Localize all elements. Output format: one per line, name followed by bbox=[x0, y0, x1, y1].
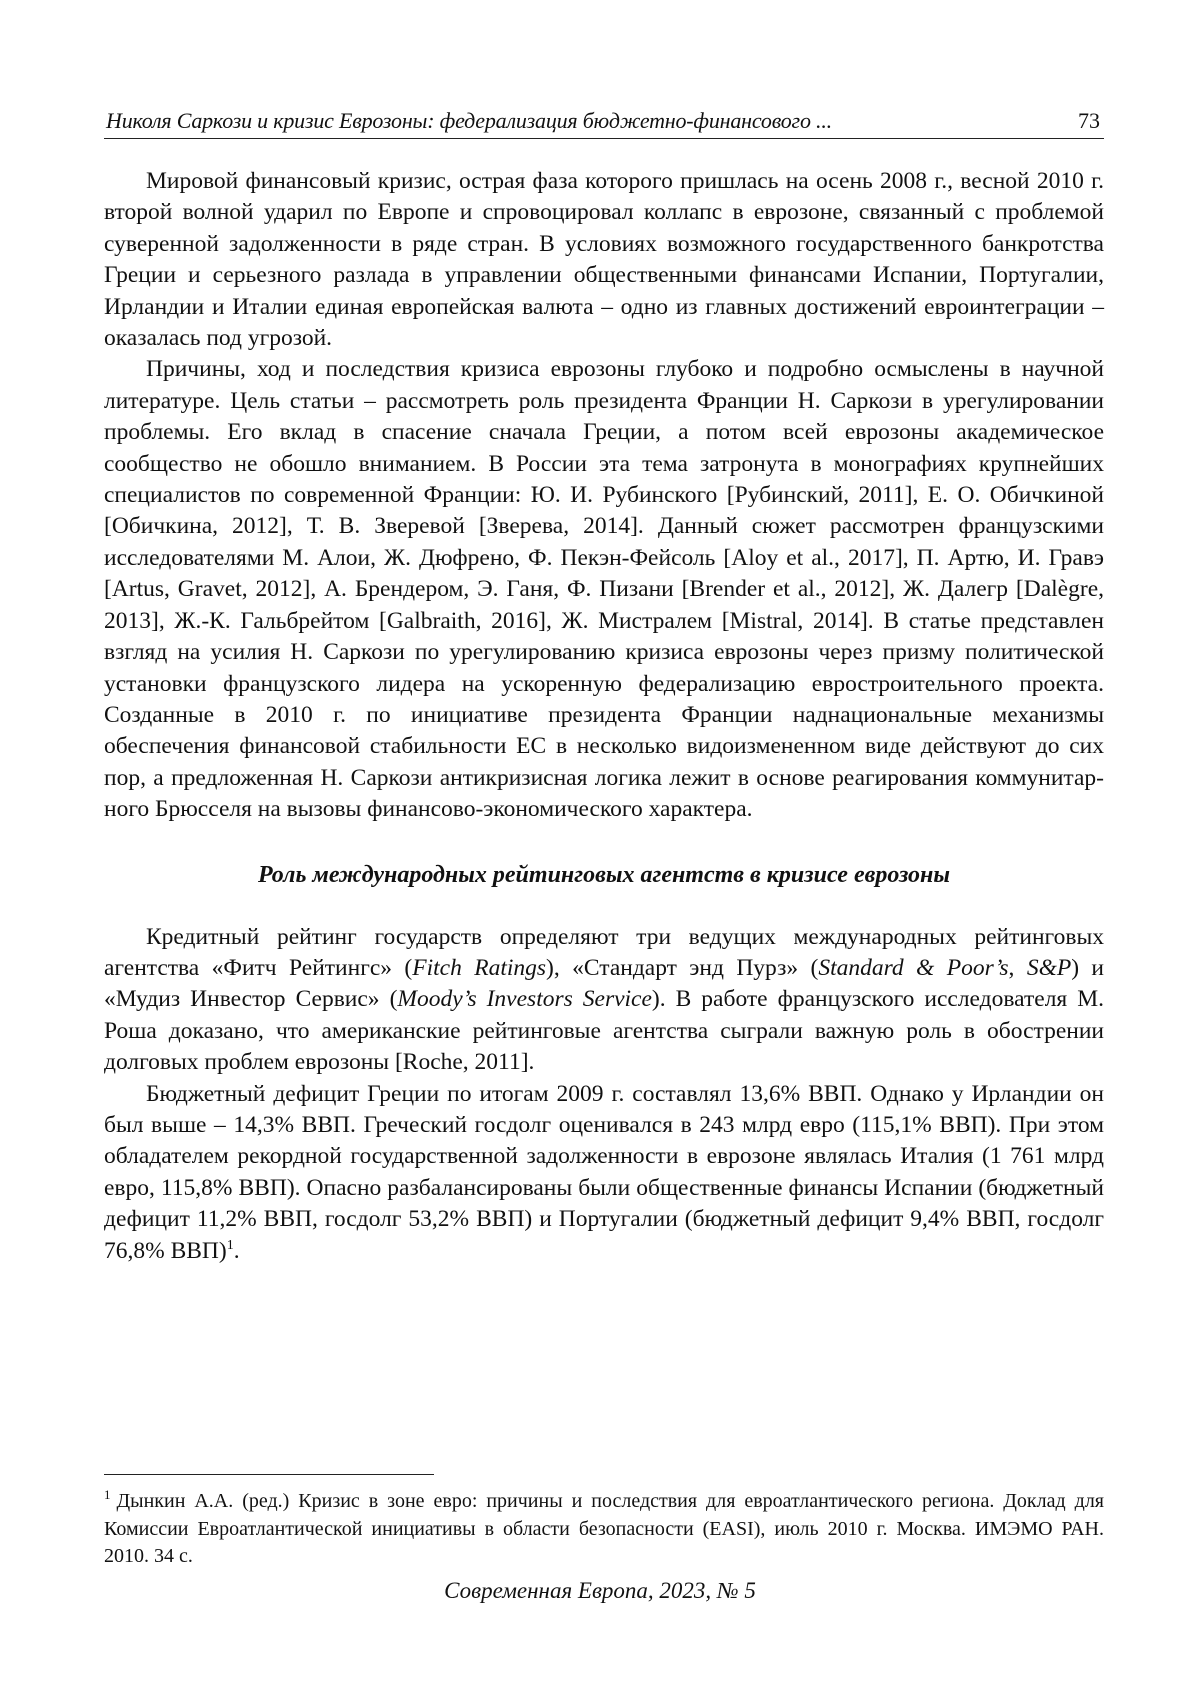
footnote-reference[interactable]: 1 bbox=[226, 1237, 234, 1253]
paragraph-literature: Причины, ход и последствия кризиса еврозоны глубоко и подробно осмыслены в научной литературе. Цель статьи – рассмотреть роль президента Франции Н. Саркози в урегулировании проблемы. Его вклад в спасение сначала Греции, а потом всей еврозоны академическое сообщество не обошло вниманием. В России эта тема затронута в монографиях крупнейших специалистов по современной Франции: Ю. И. Рубинского [Рубинский, 2011], Е. О. Обичкиной [Обичкина, 2012], Т. В. Зверевой [Зверева, 2014]. Данный сюжет рассмотрен французскими исследователями М. Алои, Ж. Дюфрено, Ф. Пекэн-Фейсоль [Aloy et al., 2017], П. Артю, И. Гравэ [Artus, Gravet, 2012], А. Брендером, Э. Ганя, Ф. Пизани [Brender et al., 2012], Ж. Далегр [Dalègre, 2013], Ж.-К. Гальбрейтом [Galbraith, 2016], Ж. Мистралем [Mistral, 2014]. В статье представлен взгляд на усилия Н. Саркози по урегулированию кризиса еврозоны через призму политической установки французского лидера на ускоренную федерализацию евростроительного проекта. Созданные в 2010 г. по инициативе президента Франции наднациональные механизмы обеспечения финансовой стабильности ЕС в несколько видоизмененном виде действуют до сих пор, а предложенная Н. Саркози антикризисная логика лежит в основе реагирования коммунитарного Брюсселя на вызовы финансово-экономического характера. bbox=[104, 356, 1104, 823]
paragraph-deficit bbox=[104, 1079, 1104, 1267]
paragraph-intro: Мировой финансовый кризис, острая фаза которого пришлась на осень 2008 г., весной 2010 г. второй волной ударил по Европе и спровоцировал коллапс в еврозоне, связанный с проблемой суверенной задолженности в ряде стран. В условиях возможного государственного банкротства Греции и серьезного разлада в управлении общественными финансами Испании, Португалии, Ирландии и Италии единая европейская валюта – одно из главных достижений евроинтеграции – оказалась под угрозой. bbox=[104, 168, 1104, 352]
paragraph-rating-agencies bbox=[104, 922, 1104, 1079]
article-body bbox=[104, 166, 1104, 1267]
footnote-mark: 1 bbox=[104, 1487, 111, 1503]
text-run: . bbox=[233, 1237, 240, 1264]
footnote bbox=[104, 1488, 1104, 1571]
journal-footer: Современная Европа, 2023, № 5 bbox=[444, 1578, 756, 1603]
text-run: Бюджетный дефицит Греции по итогам 2009 г. составлял 13,6% ВВП. Однако у Ирландии он был выше – 14,3% ВВП. Греческий госдолг оценивался в 243 млрд евро (115,1% ВВП). При этом обладателем рекордной государственной задолженности в еврозоне являлась Италия (1 761 млрд евро, 115,8% ВВП). Опасно разбалансированы были общественные финансы Испании (бюджетный дефицит 11,2% ВВП, госдолг 53,2% ВВП) и Португалии (бюджетный дефицит 9,4% ВВП, госдолг 76,8% ВВП) bbox=[104, 1080, 1104, 1264]
text-run: Кредитный рейтинг государств определяют три ведущих международных рейтинговых агентства «Фитч Рейтингс» ( bbox=[104, 923, 1104, 981]
running-head-title: Николя Саркози и кризис Еврозоны: федерализация бюджетно-финансового ... bbox=[106, 108, 832, 133]
text-run: ), «Стандарт энд Пурз» ( bbox=[546, 954, 819, 981]
agency-name-sp-short: S&P bbox=[1026, 954, 1072, 981]
footnote-text: Дынкин А.А. (ред.) Кризис в зоне евро: причины и последствия для евроатлантического региона. Доклад для Комиссии Евроатлантической инициативы в области безопасности (EASI), июль 2010 г. Москва. ИМЭМО РАН. 2010. 34 с. bbox=[104, 1490, 1104, 1567]
text-run: , bbox=[1008, 954, 1027, 981]
page-number: 73 bbox=[1078, 108, 1100, 133]
agency-name-moodys: Moody’s Investors Service bbox=[397, 986, 652, 1013]
agency-name-sp: Standard & Poor’s bbox=[818, 954, 1009, 981]
agency-name-fitch: Fitch Ratings bbox=[412, 954, 547, 981]
section-heading: Роль международных рейтинговых агентств в кризисе еврозоны bbox=[257, 861, 951, 888]
running-head bbox=[104, 104, 1104, 139]
text-run: ) и «Мудиз Инвестор Сервис» ( bbox=[104, 954, 1104, 1013]
text-run: ). В работе французского исследователя М. Роша доказано, что американские рейтинговые агентства сыграли важную роль в обострении долговых проблем еврозоны [Roche, 2011]. bbox=[104, 986, 1105, 1076]
footnote-divider bbox=[104, 1474, 434, 1475]
